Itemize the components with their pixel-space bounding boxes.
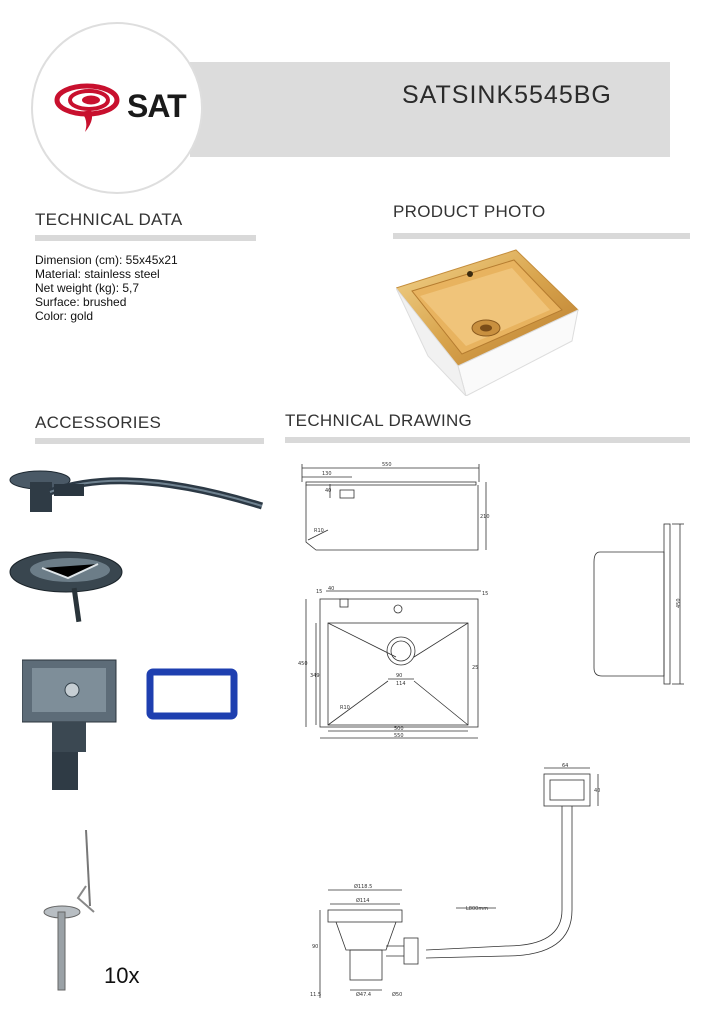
top-c-label: 114 (396, 681, 406, 687)
brand-name: SAT (127, 88, 186, 124)
end-view-drawing (592, 518, 688, 690)
basket-strainer-accessory (8, 548, 128, 628)
top-s-label: 25 (472, 665, 479, 671)
gasket-accessory (146, 668, 238, 720)
product-photo-divider (393, 233, 690, 239)
drain-hose-accessory (6, 462, 268, 522)
side-tap-label: 40 (325, 488, 332, 494)
side-view-drawing (294, 460, 494, 555)
side-offset-label: 130 (322, 471, 332, 477)
drain-h2-label: 11.5 (310, 992, 322, 998)
drain-h1-label: 90 (312, 944, 319, 950)
sat-swirl-icon (51, 76, 131, 136)
sink-photo (396, 246, 586, 396)
drain-h3-label: 40 (594, 788, 601, 794)
overflow-accessory (22, 658, 122, 790)
spec-dimension: Dimension (cm): 55x45x21 (35, 253, 178, 267)
fixing-clip-accessory (38, 826, 108, 994)
spec-list (35, 253, 178, 323)
drain-w-label: 64 (562, 763, 569, 769)
side-depth-label: 210 (480, 514, 490, 520)
top-d3-label: 15 (482, 591, 489, 597)
technical-drawing-divider (285, 437, 690, 443)
drain-d3-label: Ø47.4 (356, 992, 372, 998)
accessories-divider (35, 438, 264, 444)
end-height-label: 450 (676, 598, 682, 608)
drain-assembly-drawing (306, 760, 610, 1006)
logo-circle (31, 22, 203, 194)
spec-surface: Surface: brushed (35, 295, 127, 309)
top-d1-label: 15 (316, 589, 323, 595)
top-outer-w-label: 550 (394, 733, 404, 739)
accessories-title: ACCESSORIES (35, 413, 162, 432)
top-inner-h-label: 349 (310, 673, 320, 679)
drain-d1-label: Ø118.5 (354, 884, 373, 890)
top-inner-w-label: 500 (394, 726, 404, 732)
top-height-label: 450 (298, 661, 308, 667)
drain-d2-label: Ø114 (356, 898, 370, 904)
technical-data-divider (35, 235, 256, 241)
model-number: SATSINK5545BG (402, 81, 612, 109)
technical-data-title: TECHNICAL DATA (35, 210, 183, 229)
technical-drawing-title: TECHNICAL DRAWING (285, 411, 473, 430)
spec-weight: Net weight (kg): 5,7 (35, 281, 140, 295)
quantity-label: 10x (104, 963, 140, 988)
product-photo-title: PRODUCT PHOTO (393, 202, 546, 221)
top-r-label: R10 (340, 705, 350, 711)
spec-color: Color: gold (35, 309, 94, 323)
drain-d4-label: Ø50 (392, 992, 403, 998)
top-c2-label: 90 (396, 673, 403, 679)
side-width-label: 550 (382, 462, 392, 468)
top-d2-label: 40 (328, 586, 335, 592)
top-view-drawing (296, 585, 492, 743)
spec-material: Material: stainless steel (35, 267, 160, 281)
drain-hose-label: L800mm (466, 906, 489, 912)
side-radius-label: R10 (314, 528, 324, 534)
